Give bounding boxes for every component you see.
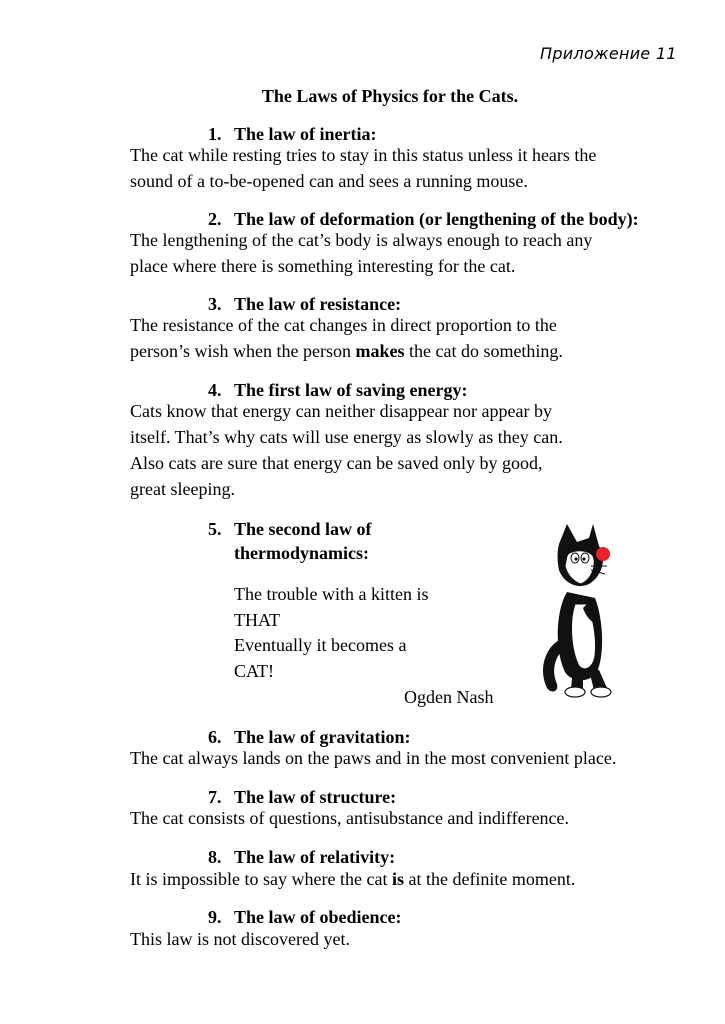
law-9-heading [208, 907, 401, 928]
body-text: at the definite moment. [403, 869, 576, 889]
law-title-cont: thermodynamics: [234, 543, 369, 563]
law-number: 4. [208, 380, 222, 400]
quote-line: THAT [234, 609, 280, 630]
body-line: The cat consists of questions, antisubstance and indifference. [130, 808, 570, 828]
body-line: Also cats are sure that energy can be saved only by good, [130, 453, 543, 473]
law-7-body [130, 805, 569, 831]
document-title: The Laws of Physics for the Cats. [261, 86, 519, 106]
law-title: The law of resistance: [234, 294, 402, 314]
quote-line: The trouble with a kitten is [234, 584, 429, 604]
body-line: place where there is something interesting for the cat. [130, 256, 516, 276]
quote-line: Eventually it becomes a [234, 635, 407, 655]
body-line: This law is not discovered yet. [130, 929, 350, 949]
law-5-heading [208, 517, 372, 565]
body-line: The cat while resting tries to stay in this status unless it hears the [130, 145, 597, 165]
law-title: The second law of [234, 519, 372, 539]
law-4-body [130, 398, 563, 502]
law-number: 9. [208, 907, 222, 927]
body-text: It is impossible to say where the cat [130, 869, 392, 889]
body-line [130, 866, 575, 892]
body-line [130, 338, 563, 364]
law-9-body [130, 926, 350, 952]
law-title: The law of inertia: [234, 124, 377, 144]
body-line: The lengthening of the cat’s body is always enough to reach any [130, 230, 593, 250]
law-number: 6. [208, 727, 222, 747]
law-number: 7. [208, 787, 222, 807]
law-6-body [130, 745, 616, 771]
nash-quote [234, 582, 428, 684]
law-title: The first law of saving energy: [234, 380, 468, 400]
law-number: 2. [208, 209, 222, 229]
body-line: The resistance of the cat changes in direct proportion to the [130, 315, 557, 335]
quote-line: CAT! [234, 660, 274, 681]
sylvester-cat-illustration [537, 522, 629, 702]
law-3-body [130, 312, 563, 364]
law-number: 8. [208, 847, 222, 867]
body-text: person’s wish when the person [130, 341, 356, 361]
law-title: The law of deformation (or lengthening of the body): [234, 209, 639, 229]
law-2-body [130, 227, 592, 279]
law-number: 1. [208, 124, 222, 144]
law-title: The law of structure: [234, 787, 397, 807]
law-1-body [130, 142, 596, 194]
law-8-heading [208, 847, 395, 868]
law-title: The law of relativity: [234, 847, 396, 867]
law-number: 3. [208, 294, 222, 314]
law-number: 5. [208, 519, 222, 539]
body-line: Cats know that energy can neither disappear nor appear by [130, 401, 553, 421]
body-line: great sleeping. [130, 479, 235, 499]
body-line: sound of a to-be-opened can and sees a running mouse. [130, 171, 528, 191]
body-text: the cat do something. [404, 341, 563, 361]
emphasis-makes: makes [355, 341, 405, 361]
quote-author: Ogden Nash [404, 687, 494, 707]
law-8-body [130, 866, 575, 892]
emphasis-is: is [391, 869, 404, 889]
body-line: The cat always lands on the paws and in the most convenient place. [130, 748, 617, 768]
law-title: The law of gravitation: [234, 727, 411, 747]
law-title: The law of obedience: [234, 907, 402, 927]
appendix-label: Приложение 11 [540, 44, 677, 63]
body-line: itself. That’s why cats will use energy as slowly as they can. [130, 427, 563, 447]
